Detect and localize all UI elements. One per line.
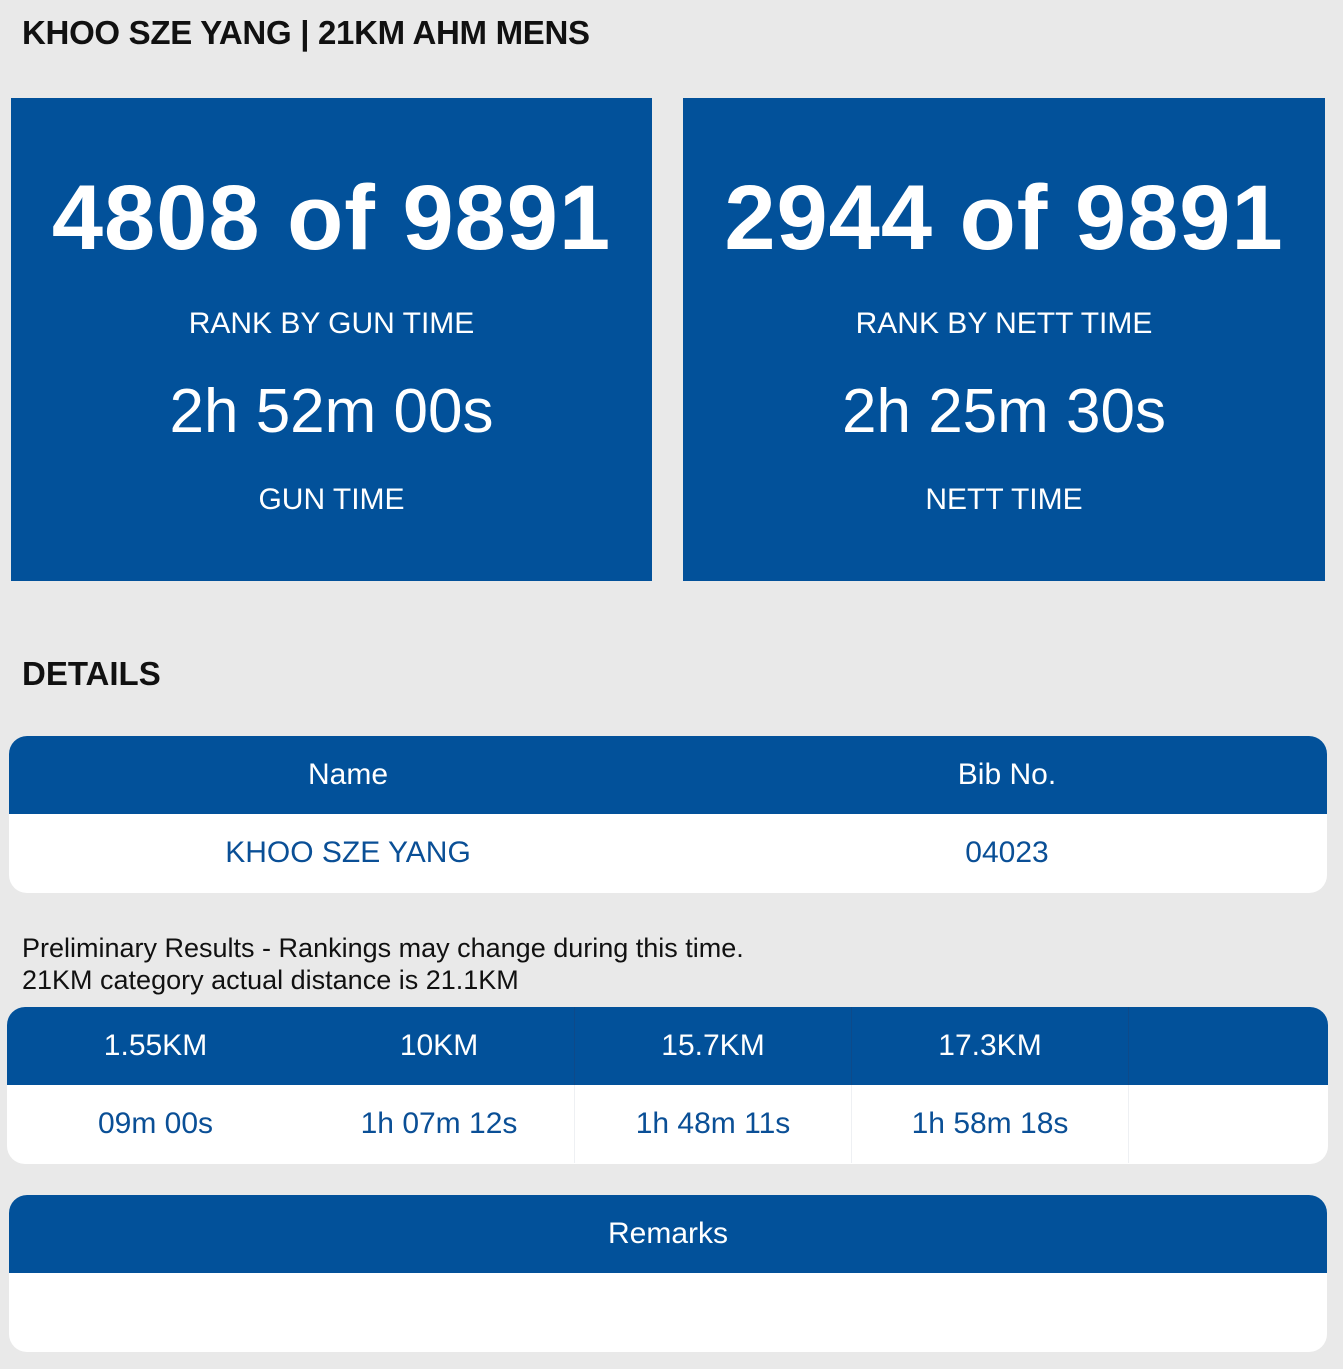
preliminary-notice: Preliminary Results - Rankings may change during this time. — [22, 933, 744, 963]
nett-rank-label: RANK BY NETT TIME — [855, 307, 1153, 340]
remarks-header: Remarks — [607, 1217, 728, 1250]
split-time-1: 09m 00s — [97, 1107, 214, 1140]
splits-table — [7, 1007, 1328, 1164]
remarks-table — [9, 1195, 1327, 1352]
split-time-3: 1h 48m 11s — [574, 1085, 851, 1163]
split-time-2: 1h 07m 12s — [360, 1107, 518, 1140]
page-title: KHOO SZE YANG | 21KM AHM MENS — [22, 14, 590, 51]
column-header-bib: Bib No. — [957, 758, 1057, 791]
split-header-4: 17.3KM — [851, 1007, 1128, 1085]
details-table — [9, 736, 1327, 893]
split-time-5 — [1128, 1085, 1328, 1163]
gun-time-rank-card — [11, 98, 652, 581]
column-header-name: Name — [307, 758, 389, 791]
bib-number: 04023 — [965, 836, 1049, 869]
table-row — [9, 814, 1327, 892]
nett-rank-value: 2944 of 9891 — [724, 167, 1284, 269]
splits-table-header — [7, 1007, 1328, 1085]
distance-notice: 21KM category actual distance is 21.1KM — [22, 965, 519, 995]
nett-time-value: 2h 25m 30s — [842, 377, 1166, 446]
gun-time-label: GUN TIME — [258, 483, 405, 516]
nett-time-label: NETT TIME — [925, 483, 1083, 516]
results-notice — [22, 932, 744, 996]
table-row — [9, 1273, 1327, 1351]
details-heading: DETAILS — [22, 655, 161, 692]
remarks-header-row — [9, 1195, 1327, 1273]
gun-rank-label: RANK BY GUN TIME — [188, 307, 475, 340]
split-header-1: 1.55KM — [103, 1029, 208, 1062]
split-header-3: 15.7KM — [574, 1007, 851, 1085]
remarks-value — [9, 1273, 1327, 1351]
split-header-2: 10KM — [399, 1029, 479, 1062]
gun-rank-value: 4808 of 9891 — [51, 167, 612, 269]
nett-time-rank-card — [683, 98, 1325, 581]
split-time-4: 1h 58m 18s — [851, 1085, 1128, 1163]
details-table-header — [9, 736, 1327, 814]
table-row — [7, 1085, 1328, 1163]
runner-name: KHOO SZE YANG — [225, 836, 471, 869]
gun-time-value: 2h 52m 00s — [169, 377, 494, 446]
split-header-5 — [1128, 1007, 1328, 1085]
